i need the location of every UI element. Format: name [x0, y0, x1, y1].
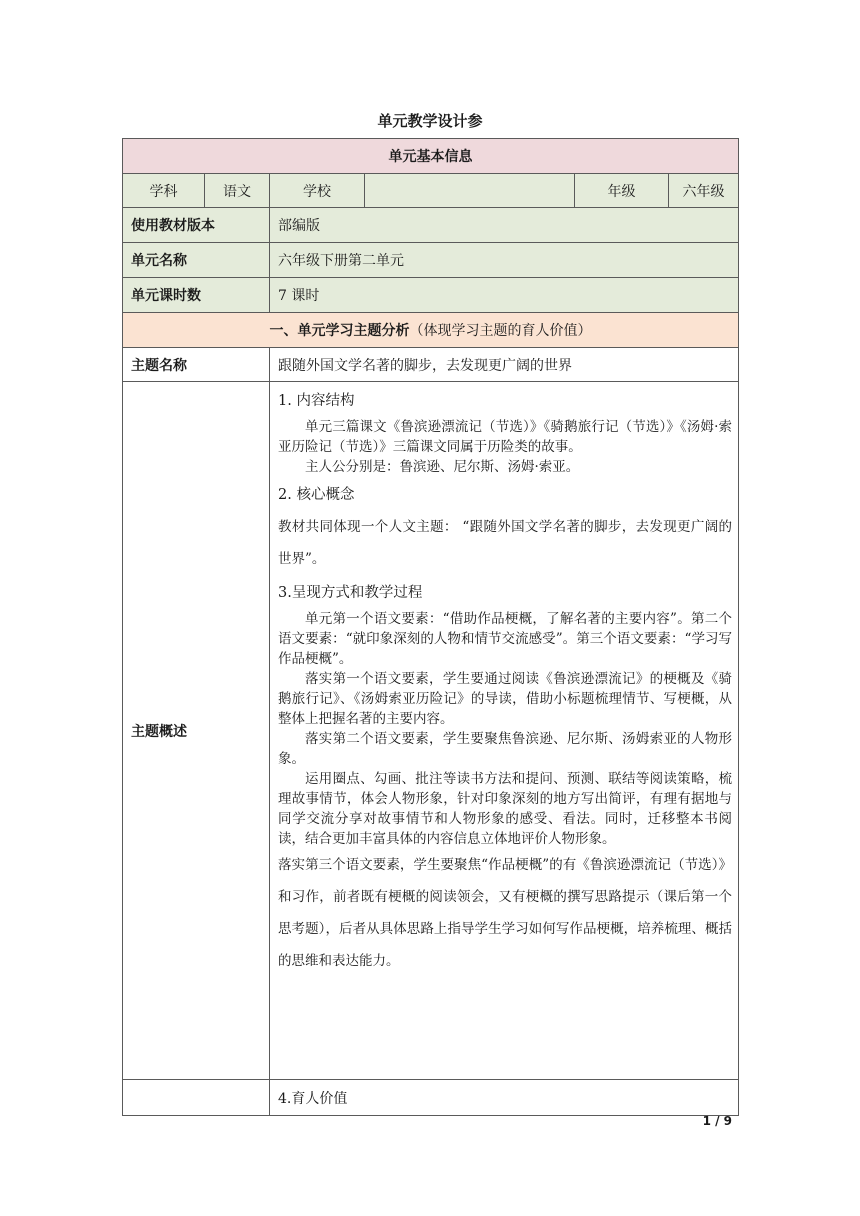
grade-value: 六年级 — [669, 174, 739, 208]
analysis-header-row — [123, 313, 739, 348]
presentation-paragraph-1: 单元第一个语文要素：“借助作品梗概，了解名著的主要内容”。第二个语文要素：“就印象深刻的人物和情节交流感受”。第三个语文要素：“学习写作品梗概”。 — [278, 611, 733, 667]
presentation-paragraph-5: 落实第三个语文要素，学生要聚焦“作品梗概”的有《鲁滨逊漂流记（节选）》和习作，前者既有梗概的阅读领会，又有梗概的撰写思路提示（课后第一个思考题），后者从具体思路上指导学生学习如何写作品梗概，培养梳理、概括的思维和表达能力。 — [278, 857, 733, 969]
subject-row — [123, 174, 739, 208]
section-content-structure-title: 1. 内容结构 — [278, 393, 355, 409]
section-value-title: 4.育人价值 — [270, 1080, 739, 1116]
hours-value: 7 课时 — [270, 278, 739, 313]
basic-info-header-row — [123, 139, 739, 174]
protagonists-paragraph: 主人公分别是：鲁滨逊、尼尔斯、汤姆·索亚。 — [305, 459, 580, 475]
presentation-paragraph-2: 落实第一个语文要素，学生要通过阅读《鲁滨逊漂流记》的梗概及《骑鹅旅行记》、《汤姆索亚历险记》的导读，借助小标题梳理情节、写梗概，从整体上把握名著的主要内容。 — [278, 671, 733, 727]
document-title: 单元教学设计参 — [377, 112, 483, 130]
page-number: 1 / 9 — [702, 1114, 732, 1128]
unit-name-row — [123, 243, 739, 278]
subject-label: 学科 — [123, 174, 205, 208]
hours-label: 单元课时数 — [123, 278, 270, 313]
unit-design-table — [122, 138, 739, 1116]
school-label: 学校 — [270, 174, 365, 208]
grade-label: 年级 — [575, 174, 669, 208]
theme-name-label: 主题名称 — [123, 348, 270, 382]
textbook-label: 使用教材版本 — [123, 208, 270, 243]
theme-name-row — [123, 348, 739, 382]
section-presentation-title: 3.呈现方式和教学过程 — [278, 585, 423, 601]
school-value — [365, 174, 575, 208]
presentation-paragraph-4: 运用圈点、勾画、批注等读书方法和提问、预测、联结等阅读策略，梳理故事情节，体会人物形象，针对印象深刻的地方写出简评，有理有据地与同学交流分享对故事情节和人物形象的感受、看法。同时，迁移整本书阅读，结合更加丰富具体的内容信息立体地评价人物形象。 — [278, 771, 733, 847]
value-row-label — [123, 1080, 270, 1116]
content-structure-paragraph: 单元三篇课文《鲁滨逊漂流记（节选）》《骑鹅旅行记（节选）》《汤姆·索亚历险记（节选）》三篇课文同属于历险类的故事。 — [278, 419, 733, 455]
theme-overview-content — [270, 382, 739, 1080]
unit-name-value: 六年级下册第二单元 — [270, 243, 739, 278]
unit-name-label: 单元名称 — [123, 243, 270, 278]
theme-overview-row — [123, 382, 739, 1080]
hours-row — [123, 278, 739, 313]
textbook-row — [123, 208, 739, 243]
subject-value: 语文 — [205, 174, 270, 208]
textbook-value: 部编版 — [270, 208, 739, 243]
analysis-header — [123, 313, 739, 348]
theme-overview-label: 主题概述 — [123, 382, 270, 1080]
basic-info-header: 单元基本信息 — [123, 139, 739, 174]
theme-name-value: 跟随外国文学名著的脚步，去发现更广阔的世界 — [270, 348, 739, 382]
value-row — [123, 1080, 739, 1116]
section-core-concept-title: 2. 核心概念 — [278, 487, 355, 503]
core-concept-paragraph: 教材共同体现一个人文主题： “跟随外国文学名著的脚步，去发现更广阔的世界”。 — [278, 519, 733, 567]
presentation-paragraph-3: 落实第二个语文要素，学生要聚焦鲁滨逊、尼尔斯、汤姆索亚的人物形象。 — [278, 731, 733, 767]
analysis-header-main: 一、单元学习主题分析 — [269, 323, 410, 339]
analysis-header-sub: （体现学习主题的育人价值） — [409, 323, 592, 339]
